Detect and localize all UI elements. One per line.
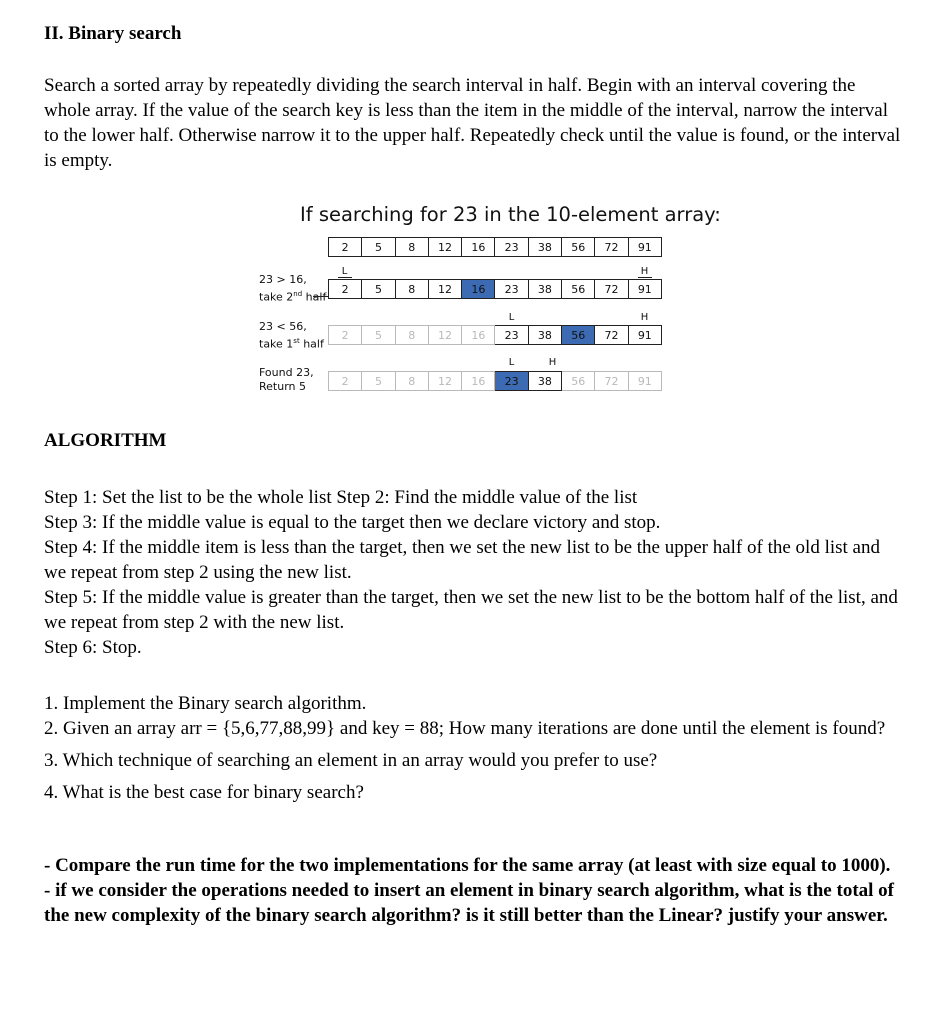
array-cell: 56 xyxy=(562,371,595,391)
algorithm-steps xyxy=(44,485,904,660)
step2-note xyxy=(259,320,324,352)
array-cell: 23 xyxy=(495,237,528,257)
array-cell: 91 xyxy=(629,325,662,345)
step3-high-marker: H xyxy=(548,357,557,368)
question-2: 2. Given an array arr = {5,6,77,88,99} and key = 88; How many iterations are done until the element is found? xyxy=(44,718,886,739)
step3-note-line1: Found 23, xyxy=(259,366,314,379)
array-cell: 2 xyxy=(329,371,362,391)
array-cell: 2 xyxy=(329,325,362,345)
array-cell: 72 xyxy=(595,237,628,257)
array-cell: 2 xyxy=(329,279,362,299)
array-cell: 5 xyxy=(362,371,395,391)
step1-note xyxy=(259,273,326,305)
array-cell: 16 xyxy=(462,371,495,391)
array-cell: 16 xyxy=(462,325,495,345)
tasks-block xyxy=(44,853,914,928)
array-cell: 91 xyxy=(629,279,662,299)
step-4: Step 4: If the middle item is less than the target, then we set the new list to be the upper half of the old list and we repeat from step 2 using the new list. xyxy=(44,537,880,583)
step1-high-line xyxy=(638,277,652,278)
array-row-step3 xyxy=(328,371,662,391)
array-cell: 12 xyxy=(429,237,462,257)
step1-note-underline xyxy=(313,296,329,297)
array-cell: 8 xyxy=(396,237,429,257)
array-row-step1 xyxy=(328,279,662,299)
step2-note-line2: take 1st half xyxy=(259,337,324,351)
array-cell: 91 xyxy=(629,371,662,391)
array-cell: 8 xyxy=(396,371,429,391)
step3-low-marker: L xyxy=(508,357,515,368)
array-cell: 38 xyxy=(529,371,562,391)
array-cell: 2 xyxy=(329,237,362,257)
array-cell: 5 xyxy=(362,279,395,299)
task-complexity: - if we consider the operations needed to insert an element in binary search algorithm, what is the total of the new complexity of the binary search algorithm? is it still better than the Linear? justify your answer. xyxy=(44,880,894,926)
diagram-title: If searching for 23 in the 10-element array: xyxy=(300,203,721,226)
intro-paragraph xyxy=(44,73,904,173)
question-3: 3. Which technique of searching an element in an array would you prefer to use? xyxy=(44,750,658,771)
array-cell: 16 xyxy=(462,279,495,299)
array-cell: 38 xyxy=(529,237,562,257)
array-cell: 8 xyxy=(396,325,429,345)
step1-note-line1: 23 > 16, xyxy=(259,273,307,286)
array-cell: 72 xyxy=(595,279,628,299)
task-compare: - Compare the run time for the two implementations for the same array (at least with size equal to 1000). xyxy=(44,855,891,876)
step-5: Step 5: If the middle value is greater than the target, then we set the new list to be the bottom half of the list, and we repeat from step 2 with the new list. xyxy=(44,587,898,633)
array-cell: 23 xyxy=(495,279,528,299)
binary-search-diagram xyxy=(250,200,721,405)
array-cell: 5 xyxy=(362,325,395,345)
array-row-step2 xyxy=(328,325,662,345)
step1-note-line2: take 2nd half xyxy=(259,290,327,304)
step-3: Step 3: If the middle value is equal to the target then we declare victory and stop. xyxy=(44,512,661,533)
array-row-initial xyxy=(328,237,662,257)
array-cell: 12 xyxy=(429,279,462,299)
array-cell: 91 xyxy=(629,237,662,257)
step3-note xyxy=(259,366,314,394)
intro-text: Search a sorted array by repeatedly dividing the search interval in half. Begin with an interval covering the whole array. If the value of the search key is less than the item in the middle of the interval, narrow the interval to the lower half. Otherwise narrow it to the upper half. Repeatedly check until the value is found, or the interval is empty. xyxy=(44,75,901,171)
array-cell: 38 xyxy=(529,325,562,345)
array-cell: 72 xyxy=(595,325,628,345)
array-cell: 16 xyxy=(462,237,495,257)
question-1: 1. Implement the Binary search algorithm. xyxy=(44,693,367,714)
array-cell: 12 xyxy=(429,371,462,391)
step1-low-marker: L xyxy=(341,266,348,277)
algorithm-heading: ALGORITHM xyxy=(44,430,167,451)
step3-note-line2: Return 5 xyxy=(259,380,306,393)
step2-note-line1: 23 < 56, xyxy=(259,320,307,333)
questions-list xyxy=(44,691,904,805)
array-cell: 38 xyxy=(529,279,562,299)
question-4: 4. What is the best case for binary search? xyxy=(44,782,364,803)
array-cell: 72 xyxy=(595,371,628,391)
array-cell: 12 xyxy=(429,325,462,345)
array-cell: 5 xyxy=(362,237,395,257)
step2-low-marker: L xyxy=(508,312,515,323)
array-cell: 8 xyxy=(396,279,429,299)
step1-low-line xyxy=(338,277,352,278)
section-title: II. Binary search xyxy=(44,23,182,44)
array-cell: 23 xyxy=(495,325,528,345)
step1-high-marker: H xyxy=(640,266,649,277)
step2-high-marker: H xyxy=(640,312,649,323)
step-6: Step 6: Stop. xyxy=(44,637,142,658)
array-cell: 23 xyxy=(495,371,528,391)
array-cell: 56 xyxy=(562,237,595,257)
step-1-2: Step 1: Set the list to be the whole list Step 2: Find the middle value of the list xyxy=(44,487,638,508)
array-cell: 56 xyxy=(562,279,595,299)
array-cell: 56 xyxy=(562,325,595,345)
